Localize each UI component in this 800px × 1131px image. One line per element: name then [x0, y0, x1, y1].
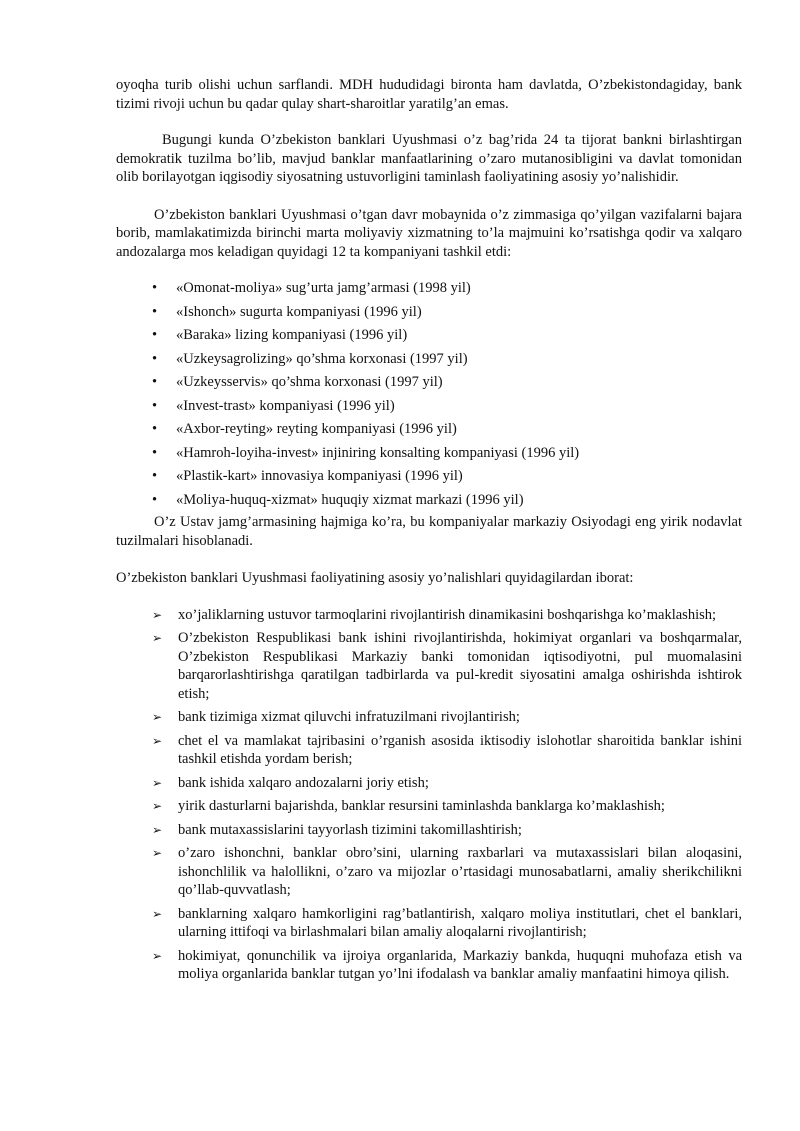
paragraph-companies-summary: O’z Ustav jamg’armasining hajmiga ko’ra, bu kompaniyalar markaziy Osiyodagi eng yirik nodavlat tuzilmalari hisoblanadi. — [116, 514, 742, 549]
company-text: «Uzkeysagrolizing» qo’shma korxonasi (1997 yil) — [176, 350, 468, 367]
list-item — [152, 797, 742, 816]
list-item — [152, 947, 742, 984]
direction-text: banklarning xalqaro hamkorligini rag’batlantirish, xalqaro moliya institutlari, chet el banklari, ularning ittifoqi va birlashmalari bilan amaliy aloqalarni rivojlantirish; — [178, 905, 742, 940]
company-text: «Baraka» lizing kompaniyasi (1996 yil) — [176, 327, 408, 343]
direction-text: yirik dasturlarni bajarishda, banklar resursini taminlashda banklarga ko’maklashish; — [178, 798, 665, 814]
list-item — [152, 732, 742, 769]
company-text: «Plastik-kart» innovasiya kompaniyasi (1996 yil) — [176, 468, 463, 484]
arrow-bullet-icon: ➢ — [152, 710, 163, 724]
directions-list — [116, 606, 742, 984]
list-item — [152, 905, 742, 942]
company-text: «Moliya-huquq-xizmat» huquqiy xizmat markazi (1996 yil) — [176, 491, 524, 508]
direction-text: O’zbekiston Respublikasi bank ishini rivojlantirishda, hokimiyat organlari va boshqarmalar, O’zbekiston Respublikasi Markaziy banki tomonidan iqtisodiyotni, pul muomalasini barqarorlashtirishga qaratilgan tadbirlarda va pul-kredit siyosatini amalga oshirishda ishtirok etish; — [178, 630, 742, 702]
list-item — [152, 491, 742, 510]
arrow-bullet-icon: ➢ — [152, 822, 163, 837]
arrow-bullet-icon: ➢ — [152, 906, 163, 921]
direction-text: hokimiyat, qonunchilik va ijroiya organlarida, Markaziy bankda, huquqni muhofaza etish va moliya organlarida banklar tutgan yo’lni ifodalash va banklar amaliy manfaatini himoya qilish. — [178, 947, 742, 982]
arrow-bullet-icon: ➢ — [152, 631, 163, 645]
paragraph-companies-intro: O’zbekiston banklari Uyushmasi o’tgan davr mobaynida o’z zimmasiga qo’yilgan vazifalarni bajara borib, mamlakatimizda birinchi marta moliyaviy xizmatning to’la majmuini ko’rsatishga qodir va xalqaro andozalarga mos keladigan quyidagi 12 ta kompaniyani tashkil etdi: — [116, 206, 742, 260]
list-item — [152, 629, 742, 703]
company-text: «Axbor-reyting» reyting kompaniyasi (1996 yil) — [176, 421, 457, 437]
direction-text: bank tizimiga xizmat qiluvchi infratuzilmani rivojlantirish; — [178, 709, 520, 725]
bullet-icon: • — [152, 421, 158, 437]
bullet-icon: • — [152, 491, 158, 508]
arrow-bullet-icon: ➢ — [152, 775, 163, 790]
list-item — [152, 774, 742, 793]
company-text: «Omonat-moliya» sug’urta jamg’armasi (1998 yil) — [176, 280, 471, 296]
arrow-bullet-icon: ➢ — [152, 607, 163, 622]
document-page — [116, 76, 742, 989]
list-item — [152, 350, 742, 374]
direction-text: xo’jaliklarning ustuvor tarmoqlarini rivojlantirish dinamikasini boshqarishga ko’maklashish; — [178, 606, 717, 623]
paragraph-association-overview: Bugungi kunda O’zbekiston banklari Uyushmasi o’z bag’rida 24 ta tijorat bankni birlashtirgan demokratik tuzilma bo’lib, mavjud banklar manfaatlarining o’zaro mutanosibligini va davlat tomonidan olib borilayotgan iqgisodiy siyosatning ustuvorligini taminlash faoliyatining asosiy yo’nalishidir. — [116, 132, 742, 185]
paragraph-directions-intro: O’zbekiston banklari Uyushmasi faoliyatining asosiy yo’nalishlari quyidagilardan iborat: — [116, 570, 634, 586]
bullet-icon: • — [152, 444, 158, 461]
bullet-icon: • — [152, 327, 158, 343]
list-item — [152, 708, 742, 727]
list-item — [152, 420, 742, 444]
direction-text: chet el va mamlakat tajribasini o’rganish asosida iktisodiy islohotlar sharoitida banklar ishini tashkil etishda yordam berish; — [178, 732, 742, 767]
companies-list — [116, 279, 742, 509]
list-item — [152, 279, 742, 303]
list-item — [152, 303, 742, 327]
list-item — [152, 844, 742, 900]
list-item — [152, 444, 742, 468]
direction-text: bank ishida xalqaro andozalarni joriy etish; — [178, 774, 429, 791]
list-item — [152, 326, 742, 350]
company-text: «Hamroh-loyiha-invest» injiniring konsalting kompaniyasi (1996 yil) — [176, 444, 580, 461]
arrow-bullet-icon: ➢ — [152, 799, 163, 813]
bullet-icon: • — [152, 350, 158, 367]
list-item — [152, 373, 742, 397]
bullet-icon: • — [152, 280, 158, 296]
bullet-icon: • — [152, 468, 158, 484]
list-item — [152, 606, 742, 625]
bullet-icon: • — [152, 397, 158, 414]
arrow-bullet-icon: ➢ — [152, 948, 163, 963]
company-text: «Uzkeysservis» qo’shma korxonasi (1997 yil) — [176, 374, 443, 390]
direction-text: o’zaro ishonchni, banklar obro’sini, ularning raxbarlari va mutaxassislari bilan aloqasini, ishonchlilik va halollikni, o’zaro va mijozlar o’rtasidagi munosabatlarni, amaliy sherikchilikni qo’llab-quvvatlash; — [178, 845, 742, 898]
arrow-bullet-icon: ➢ — [152, 733, 163, 748]
paragraph-intro-continuation: oyoqha turib olishi uchun sarflandi. MDH hududidagi bironta ham davlatda, O’zbekistondagiday, bank tizimi rivoji uchun bu qadar qulay shart-sharoitlar yaratilg’an emas. — [116, 77, 742, 112]
arrow-bullet-icon: ➢ — [152, 846, 163, 860]
list-item — [152, 467, 742, 491]
bullet-icon: • — [152, 374, 158, 390]
bullet-icon: • — [152, 303, 158, 320]
company-text: «Ishonch» sugurta kompaniyasi (1996 yil) — [176, 303, 422, 320]
company-text: «Invest-trast» kompaniyasi (1996 yil) — [176, 397, 395, 414]
list-item — [152, 397, 742, 421]
list-item — [152, 821, 742, 840]
direction-text: bank mutaxassislarini tayyorlash tizimini takomillashtirish; — [178, 821, 522, 838]
